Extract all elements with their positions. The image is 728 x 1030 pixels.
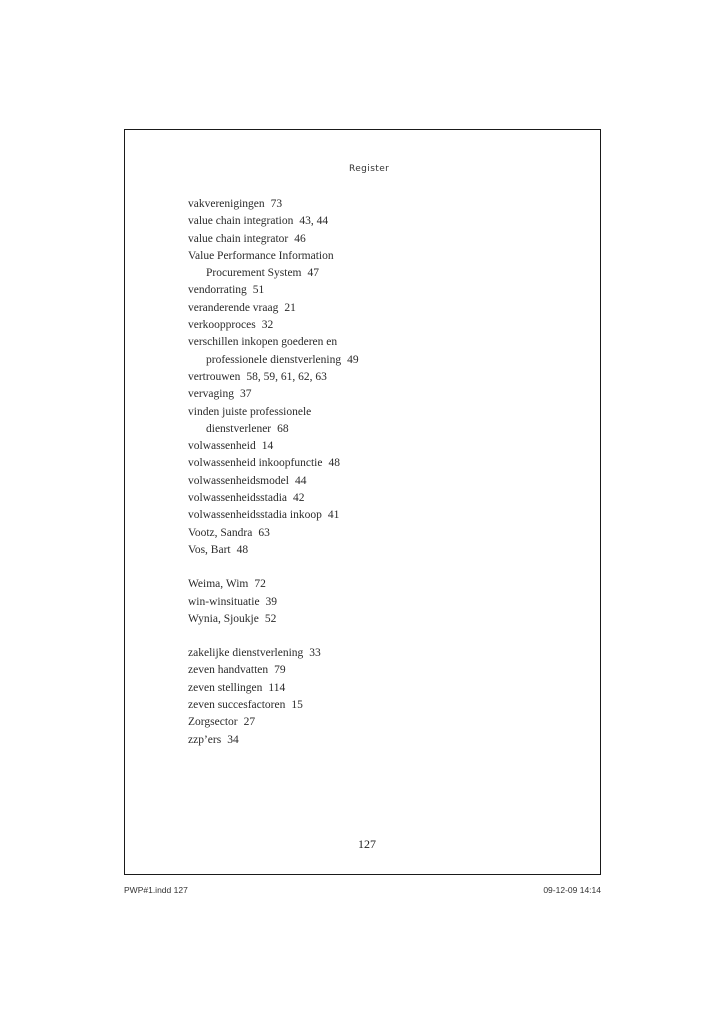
index-page-refs: 72	[254, 578, 266, 591]
index-term: zeven succesfactoren	[188, 699, 286, 712]
index-term: verkoopproces	[188, 319, 256, 332]
index-term-continuation	[188, 265, 488, 282]
index-page-refs: 44	[294, 474, 307, 487]
index-entry	[188, 542, 488, 559]
index-entry	[188, 680, 488, 697]
index-term: Value Performance Information	[188, 249, 334, 262]
index-entry	[188, 196, 488, 213]
slug-file-info: PWP#1.indd 127	[124, 885, 188, 895]
index-term-continuation	[188, 421, 488, 438]
index-page-refs: 15	[291, 699, 303, 712]
index-entry	[188, 404, 488, 439]
index-entry	[188, 300, 488, 317]
letter-group-gap	[188, 628, 488, 645]
index-term: volwassenheidsmodel	[188, 474, 289, 487]
index-page-refs: 39	[265, 595, 278, 608]
index-page-refs: 63	[258, 526, 270, 539]
index-page-refs: 14	[261, 440, 274, 453]
index-term-continuation-text: Procurement System	[206, 267, 302, 280]
index-page-refs: 43, 44	[299, 215, 329, 228]
index-page-refs: 47	[307, 267, 319, 280]
index-term: vervaging	[188, 388, 234, 401]
index-entry	[188, 455, 488, 472]
index-term: zakelijke dienstverlening	[188, 647, 304, 660]
index-page-refs: 41	[327, 509, 340, 522]
index-page-refs: 27	[243, 716, 256, 729]
index-page-refs: 48	[236, 543, 249, 556]
index-page-refs: 32	[261, 319, 274, 332]
index-entry	[188, 576, 488, 593]
index-entry	[188, 645, 488, 662]
index-list	[188, 196, 488, 749]
index-term: vendorrating	[188, 284, 247, 297]
page-number: 127	[358, 837, 376, 851]
index-page-refs: 21	[284, 301, 296, 314]
index-page-refs: 34	[227, 733, 239, 746]
index-page-refs: 51	[252, 284, 265, 297]
index-term: Vootz, Sandra	[188, 526, 253, 539]
index-page-refs: 114	[268, 681, 286, 694]
index-page-refs: 49	[347, 353, 359, 366]
index-entry	[188, 525, 488, 542]
index-term: vertrouwen	[188, 370, 241, 383]
index-page-refs: 79	[274, 664, 286, 677]
index-page-refs: 48	[328, 457, 340, 470]
index-entry	[188, 334, 488, 369]
index-term: Weima, Wim	[188, 578, 249, 591]
index-term: zeven handvatten	[188, 664, 269, 677]
index-term-continuation-text: dienstverlener	[206, 422, 272, 435]
index-entry	[188, 369, 488, 386]
index-entry	[188, 438, 488, 455]
index-page-refs: 73	[270, 198, 283, 210]
index-term: verschillen inkopen goederen en	[188, 336, 338, 349]
letter-group-gap	[188, 559, 488, 576]
index-entry	[188, 473, 488, 490]
index-entry	[188, 231, 488, 248]
index-entry	[188, 490, 488, 507]
slug-datetime: 09-12-09 14:14	[543, 885, 601, 895]
index-term: value chain integration	[188, 215, 294, 228]
index-entry	[188, 507, 488, 524]
index-term: volwassenheid inkoopfunctie	[188, 457, 323, 470]
index-entry	[188, 714, 488, 731]
index-term: zeven stellingen	[188, 681, 263, 694]
index-entry	[188, 317, 488, 334]
index-entry	[188, 611, 488, 628]
index-page-refs: 58, 59, 61, 62, 63	[246, 370, 327, 383]
index-page-refs: 42	[293, 492, 305, 505]
index-term: volwassenheid	[188, 440, 256, 453]
index-entry	[188, 282, 488, 299]
index-term: Wynia, Sjoukje	[188, 612, 259, 625]
index-term: volwassenheidsstadia inkoop	[188, 509, 322, 522]
index-page-refs: 46	[294, 232, 306, 245]
index-term: volwassenheidsstadia	[188, 492, 288, 505]
index-entry	[188, 662, 488, 679]
index-entry	[188, 732, 488, 749]
index-term: zzp’ers	[188, 733, 222, 746]
index-entry	[188, 594, 488, 611]
running-head: Register	[349, 164, 390, 174]
index-term: win-winsituatie	[188, 595, 260, 608]
index-term: value chain integrator	[188, 232, 289, 245]
index-page-refs: 33	[309, 647, 321, 660]
index-term: vinden juiste professionele	[188, 405, 312, 418]
index-entry	[188, 248, 488, 283]
index-page-refs: 52	[264, 612, 277, 625]
index-entry	[188, 213, 488, 230]
index-term-continuation	[188, 352, 488, 369]
index-entry	[188, 386, 488, 403]
index-page-refs: 37	[239, 388, 252, 401]
index-term: veranderende vraag	[188, 301, 279, 314]
index-term: Vos, Bart	[188, 543, 231, 556]
index-term: vakverenigingen	[188, 198, 265, 210]
index-term-continuation-text: professionele dienstverlening	[206, 353, 342, 366]
index-page-refs: 68	[277, 422, 289, 435]
index-term: Zorgsector	[188, 716, 238, 729]
index-entry	[188, 697, 488, 714]
